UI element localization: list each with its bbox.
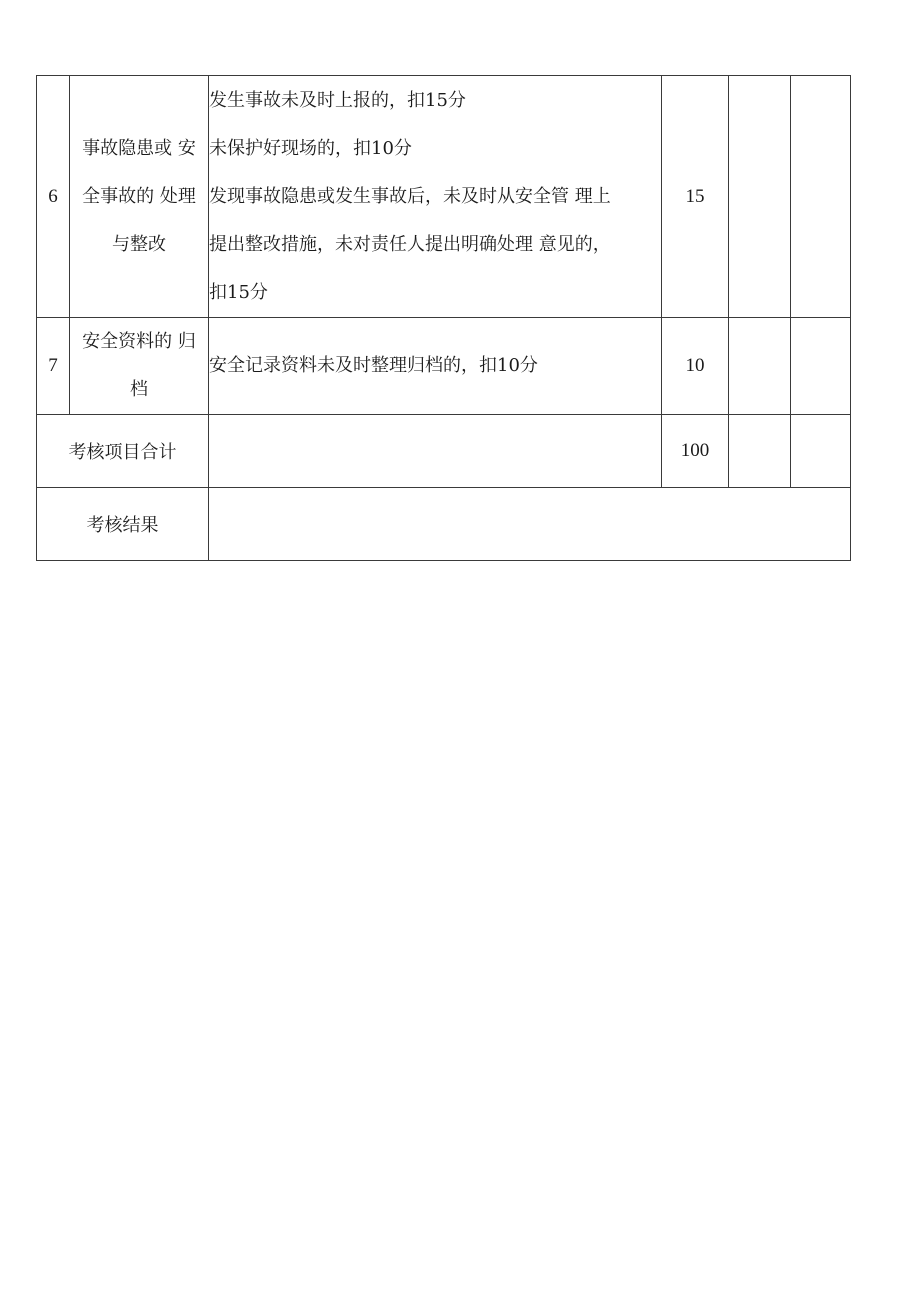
score-cell: 10 [662, 318, 729, 415]
result-value-cell [209, 488, 851, 561]
row-number: 6 [37, 76, 70, 318]
result-label: 考核结果 [37, 488, 209, 561]
result-row [37, 488, 851, 561]
item-name-cell [70, 76, 209, 318]
table-row [37, 76, 851, 318]
total-label: 考核项目合计 [37, 415, 209, 488]
empty-cell [729, 76, 791, 318]
total-row [37, 415, 851, 488]
criteria-line: 安全记录资料未及时整理归档的，扣10分 [209, 355, 538, 376]
item-name-line: 档 [130, 379, 148, 400]
empty-cell [791, 76, 851, 318]
criteria-line: 发现事故隐患或发生事故后，未及时从安全管 理上 [209, 185, 611, 207]
criteria-line: 发生事故未及时上报的，扣15分 [209, 89, 466, 111]
criteria-line: 扣15分 [209, 281, 268, 303]
total-score: 100 [662, 415, 729, 488]
item-name-cell [70, 318, 209, 415]
empty-cell [729, 318, 791, 415]
criteria-line: 未保护好现场的，扣10分 [209, 137, 412, 159]
criteria-cell [209, 76, 662, 318]
item-name-line: 安全资料的 归 [82, 331, 196, 352]
criteria-cell [209, 318, 662, 415]
item-name-line: 事故隐患或 安 [82, 137, 196, 159]
item-name-line: 全事故的 处理 [82, 185, 196, 207]
empty-cell [791, 415, 851, 488]
empty-cell [791, 318, 851, 415]
empty-cell [729, 415, 791, 488]
row-number: 7 [37, 318, 70, 415]
assessment-table [36, 75, 851, 561]
table-row [37, 318, 851, 415]
criteria-line: 提出整改措施，未对责任人提出明确处理 意见的， [209, 233, 611, 255]
score-cell: 15 [662, 76, 729, 318]
item-name-line: 与整改 [112, 233, 166, 255]
empty-cell [209, 415, 662, 488]
